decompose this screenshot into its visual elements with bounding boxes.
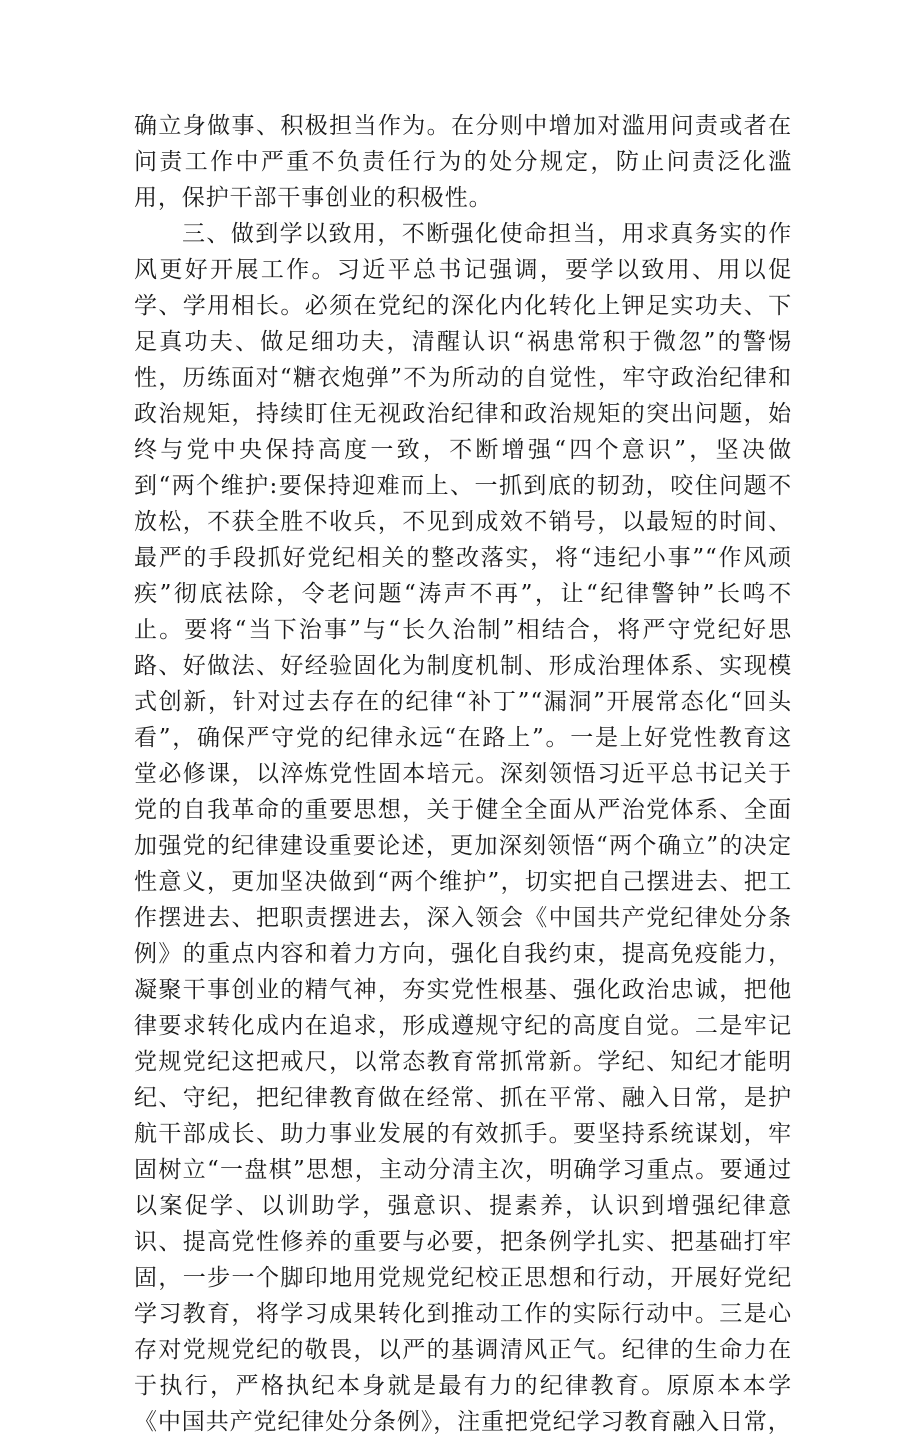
document-page xyxy=(134,108,792,1440)
paragraph-section-three: 三、做到学以致用，不断强化使命担当，用求真务实的作风更好开展工作。习近平总书记强调，要学以致用、用以促学、学用相长。必须在党纪的深化内化转化上钾足实功夫、下足真功夫、做足细功夫，清醒认识“祸患常积于微忽”的警惕性，历练面对“糖衣炮弹”不为所动的自觉性，牢守政治纪律和政治规矩，持续盯住无视政治纪律和政治规矩的突出问题，始终与党中央保持高度一致，不断增强“四个意识”，坚决做到“两个维护:要保持迎难而上、一抓到底的韧劲，咬住问题不放松，不获全胜不收兵，不见到成效不销号，以最短的时间、最严的手段抓好党纪相关的整改落实，将“违纪小事”“作风顽疾”彻底祛除，令老问题“涛声不再”，让“纪律警钟”长鸣不止。要将“当下治事”与“长久治制”相结合，将严守党纪好思路、好做法、好经验固化为制度机制、形成治理体系、实现模式创新，针对过去存在的纪律“补丁”“漏洞”开展常态化“回头看”，确保严守党的纪律永远“在路上”。一是上好党性教育这堂必修课，以淬炼党性固本培元。深刻领悟习近平总书记关于党的自我革命的重要思想，关于健全全面从严治党体系、全面加强党的纪律建设重要论述，更加深刻领悟“两个确立”的决定性意义，更加坚决做到“两个维护”，切实把自己摆进去、把工作摆进去、把职责摆进去，深入领会《中国共产党纪律处分条例》的重点内容和着力方向，强化自我约束，提高免疫能力，凝聚干事创业的精气神，夯实党性根基、强化政治忠诚，把他律要求转化成内在追求，形成遵规守纪的高度自觉。二是牢记党规党纪这把戒尺，以常态教育常抓常新。学纪、知纪才能明纪、守纪，把纪律教育做在经常、抓在平常、融入日常，是护航干部成长、助力事业发展的有效抓手。要坚持系统谋划，牢固树立“一盘棋”思想，主动分清主次，明确学习重点。要通过以案促学、以训助学，强意识、提素养，认识到增强纪律意识、提高党性修养的重要与必要，把条例学扎实、把基础打牢固，一步一个脚印地用党规党纪校正思想和行动，开展好党纪学习教育，将学习成果转化到推动工作的实际行动中。三是心存对党规党纪的敬畏，以严的基调清风正气。纪律的生命力在于执行，严格执纪本身就是最有力的纪律教育。原原本本学《中国共产党纪律处分条例》，注重把党纪学习教育融入日常， xyxy=(134,221,792,1435)
paragraph-continuation: 确立身做事、积极担当作为。在分则中增加对滥用问责或者在问责工作中严重不负责任行为的处分规定，防止问责泛化滥用，保护干部干事创业的积极性。 xyxy=(134,113,792,211)
